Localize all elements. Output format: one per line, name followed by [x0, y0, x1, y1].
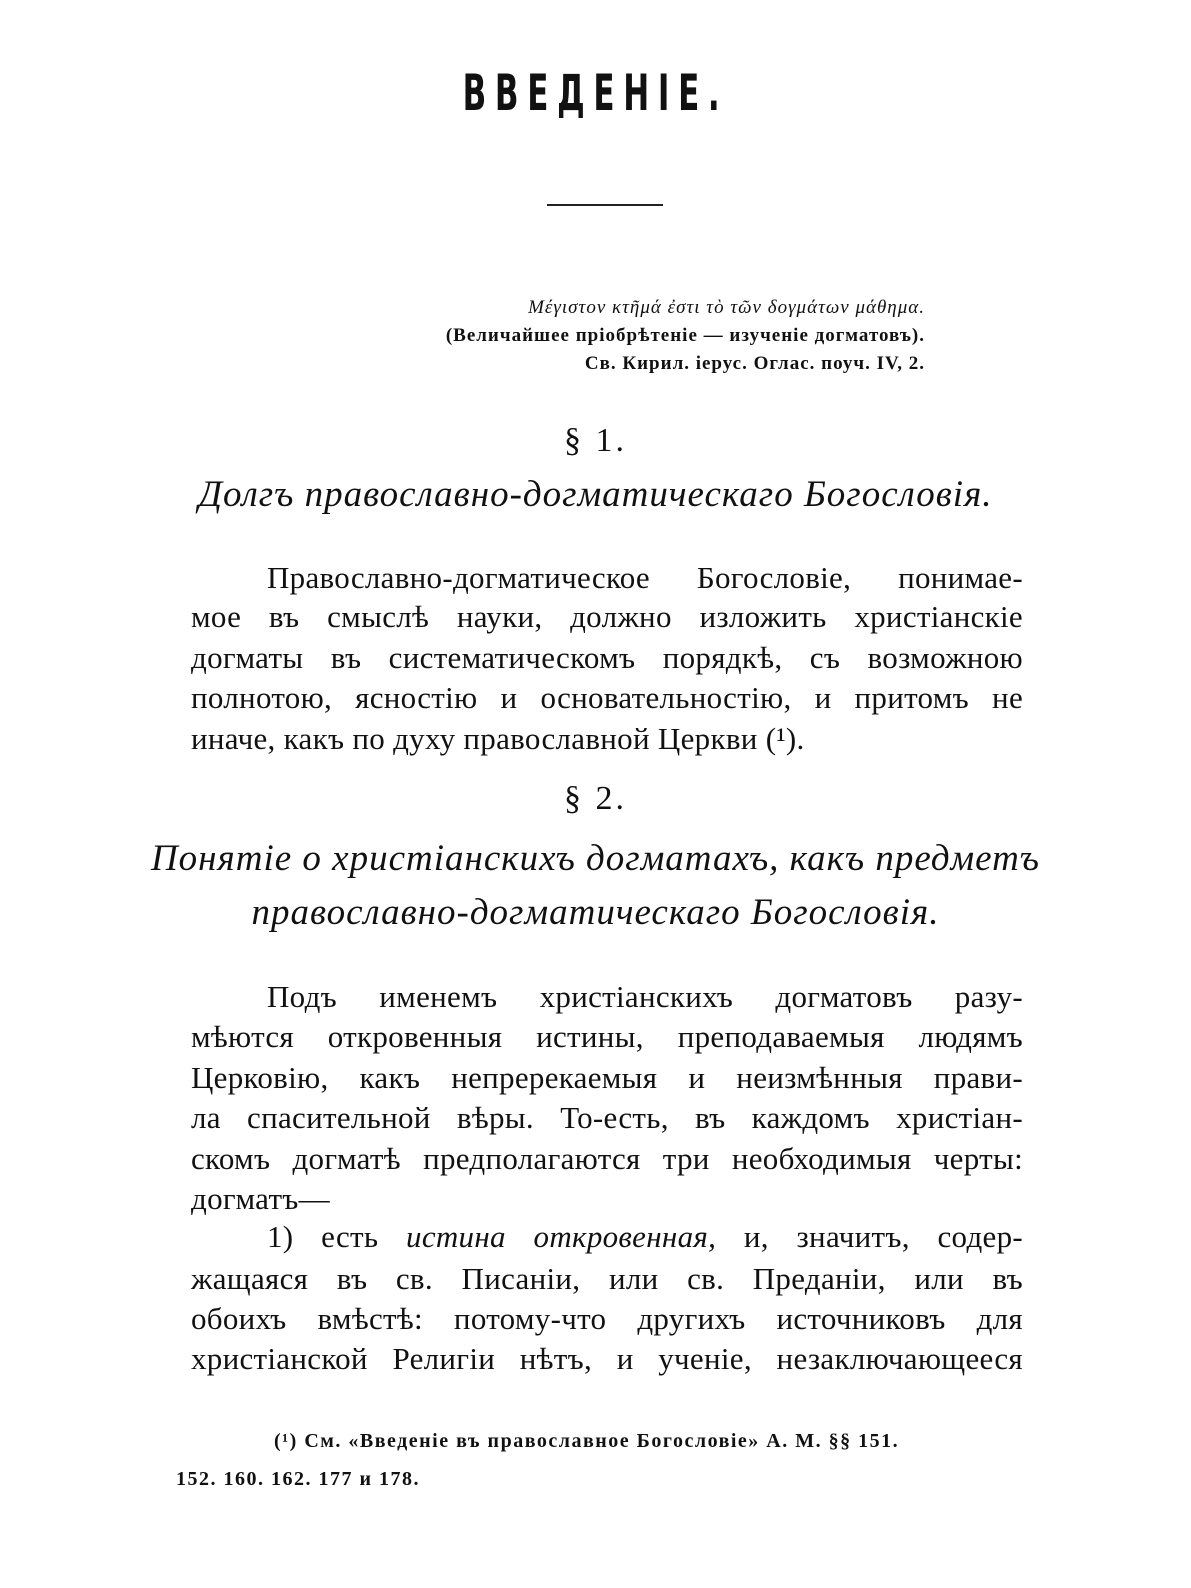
section-2-line: ла спасительной вѣры. То-есть, въ каждомъ христіан-	[191, 1100, 1023, 1135]
section-2-line: скомъ догматѣ предполагаются три необходимыя черты:	[191, 1141, 1023, 1176]
epigraph-source: Св. Кирил. iерус. Оглас. поуч. IV, 2.	[584, 353, 925, 374]
section-2-heading-line2: православно-догматическаго Богословія.	[251, 892, 940, 933]
epigraph-greek: Μέγιστον κτῆμά ἐστι τὸ τῶν δογμάτων μάθημα.	[528, 297, 925, 318]
section-2-line: Церковію, какъ непререкаемыя и неизмѣнныя прави-	[191, 1060, 1023, 1095]
point-1-line: христіанской Религіи нѣтъ, и ученіе, незаключающееся	[191, 1341, 1023, 1376]
section-1-line: Православно-догматическое Богословіе, понимае-	[267, 560, 1023, 595]
epigraph	[446, 294, 925, 378]
section-2-number: § 2.	[564, 780, 627, 817]
footnote-line1: (¹) См. «Введеніе въ православное Богословіе» А. М. §§ 151.	[274, 1430, 900, 1452]
section-1-heading: Долгъ православно-догматическаго Богословія.	[198, 474, 993, 515]
section-2-line: догматъ—	[191, 1181, 330, 1216]
section-1-line: полнотою, ясностію и основательностію, и притомъ не	[191, 680, 1023, 715]
point-1-line: обоихъ вмѣстѣ: потому-что другихъ источниковъ для	[191, 1301, 1023, 1336]
section-1-number: § 1.	[564, 422, 627, 459]
point-1-number: 1) есть	[267, 1219, 379, 1254]
section-1-line: иначе, какъ по духу православной Церкви (¹).	[191, 721, 805, 756]
section-2-line: мѣются откровенныя истины, преподаваемыя людямъ	[191, 1019, 1023, 1054]
point-1-line	[191, 1214, 1023, 1260]
page-title: ВВЕДЕНІЕ.	[462, 64, 729, 122]
point-1-emphasis: истина откровенная,	[406, 1219, 717, 1254]
point-1-line: жащаяся въ св. Писаніи, или св. Преданіи, или въ	[191, 1261, 1023, 1296]
epigraph-translation: (Величайшее пріобрѣтеніе — изученіе догматовъ).	[445, 325, 925, 346]
section-1-line: мое въ смыслѣ науки, должно изложить христіанскіе	[191, 599, 1023, 634]
title-divider	[547, 204, 663, 206]
section-1-line: догматы въ систематическомъ порядкѣ, съ возможною	[191, 640, 1023, 675]
section-2-line: Подъ именемъ христіанскихъ догматовъ разу-	[267, 979, 1023, 1014]
footnote-line2: 152. 160. 162. 177 и 178.	[176, 1468, 421, 1490]
point-1-rest: и, значитъ, содер-	[743, 1219, 1023, 1254]
section-2-heading-line1: Понятіе о христіанскихъ догматахъ, какъ предметъ	[150, 838, 1041, 879]
